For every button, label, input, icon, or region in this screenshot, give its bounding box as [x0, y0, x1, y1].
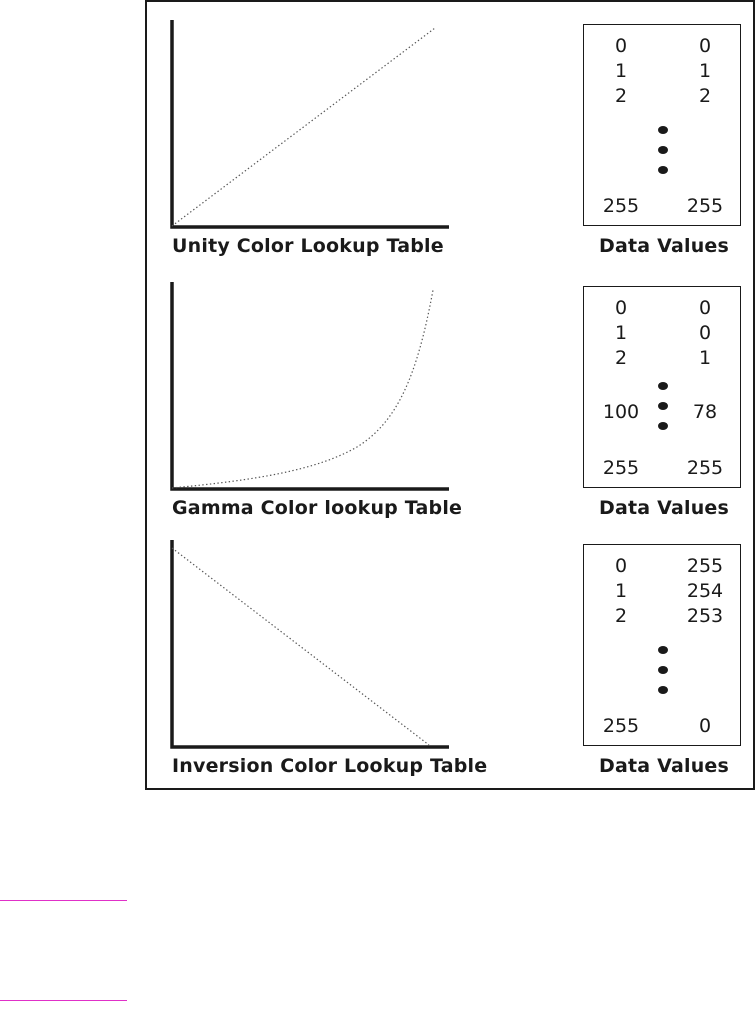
- gamma-plot: [167, 282, 449, 494]
- table-row-last: [584, 715, 740, 737]
- dot: [658, 146, 668, 154]
- output-value: 254: [686, 580, 724, 602]
- input-value: 255: [602, 195, 640, 217]
- dot: [658, 646, 668, 654]
- table-row: [584, 347, 740, 369]
- ellipsis-dots: [658, 126, 670, 186]
- gamma-axes: [172, 282, 449, 489]
- gamma-data-table: [583, 286, 741, 488]
- output-value: 255: [686, 195, 724, 217]
- input-value: 0: [614, 297, 628, 319]
- table-row: [584, 297, 740, 319]
- input-value: 2: [614, 605, 628, 627]
- inversion-curve: [172, 548, 429, 745]
- dot: [658, 382, 668, 390]
- inversion-data-table: [583, 544, 741, 746]
- input-value: 1: [614, 322, 628, 344]
- output-value: 0: [698, 35, 712, 57]
- table-row: [584, 580, 740, 602]
- output-value: 78: [692, 401, 718, 423]
- output-value: 253: [686, 605, 724, 627]
- input-value: 2: [614, 85, 628, 107]
- inversion-plot-label: Inversion Color Lookup Table: [172, 755, 488, 777]
- input-value: 255: [602, 457, 640, 479]
- unity-plot: [167, 20, 449, 232]
- input-value: 1: [614, 60, 628, 82]
- output-value: 1: [698, 347, 712, 369]
- output-value: 0: [698, 715, 712, 737]
- table-row: [584, 605, 740, 627]
- table-row: [584, 35, 740, 57]
- gamma-table-label: Data Values: [599, 497, 730, 519]
- gamma-curve: [172, 290, 433, 488]
- dot: [658, 686, 668, 694]
- inversion-plot: [167, 540, 449, 752]
- table-row-last: [584, 195, 740, 217]
- dot: [658, 666, 668, 674]
- inversion-panel: [147, 522, 753, 784]
- margin-rule-bottom: [0, 1000, 127, 1001]
- inversion-axes: [172, 540, 449, 747]
- input-value: 0: [614, 35, 628, 57]
- unity-table-label: Data Values: [599, 235, 730, 257]
- output-value: 2: [698, 85, 712, 107]
- dot: [658, 166, 668, 174]
- input-value: 1: [614, 580, 628, 602]
- output-value: 0: [698, 297, 712, 319]
- output-value: 255: [686, 457, 724, 479]
- table-row: [584, 60, 740, 82]
- table-row-last: [584, 457, 740, 479]
- gamma-panel: [147, 264, 753, 526]
- dot: [658, 422, 668, 430]
- table-row-middle: [584, 401, 740, 423]
- unity-axes: [172, 20, 449, 227]
- input-value: 255: [602, 715, 640, 737]
- input-value: 2: [614, 347, 628, 369]
- unity-curve: [172, 28, 435, 226]
- input-value: 100: [602, 401, 640, 423]
- output-value: 0: [698, 322, 712, 344]
- margin-rule-top: [0, 900, 127, 901]
- diagram-frame: [145, 0, 755, 790]
- unity-data-table: [583, 24, 741, 226]
- output-value: 255: [686, 555, 724, 577]
- unity-panel: [147, 2, 753, 264]
- table-row: [584, 85, 740, 107]
- ellipsis-dots: [658, 646, 670, 706]
- table-row: [584, 555, 740, 577]
- unity-plot-label: Unity Color Lookup Table: [172, 235, 444, 257]
- inversion-table-label: Data Values: [599, 755, 730, 777]
- output-value: 1: [698, 60, 712, 82]
- input-value: 0: [614, 555, 628, 577]
- table-row: [584, 322, 740, 344]
- dot: [658, 126, 668, 134]
- gamma-plot-label: Gamma Color lookup Table: [172, 497, 463, 519]
